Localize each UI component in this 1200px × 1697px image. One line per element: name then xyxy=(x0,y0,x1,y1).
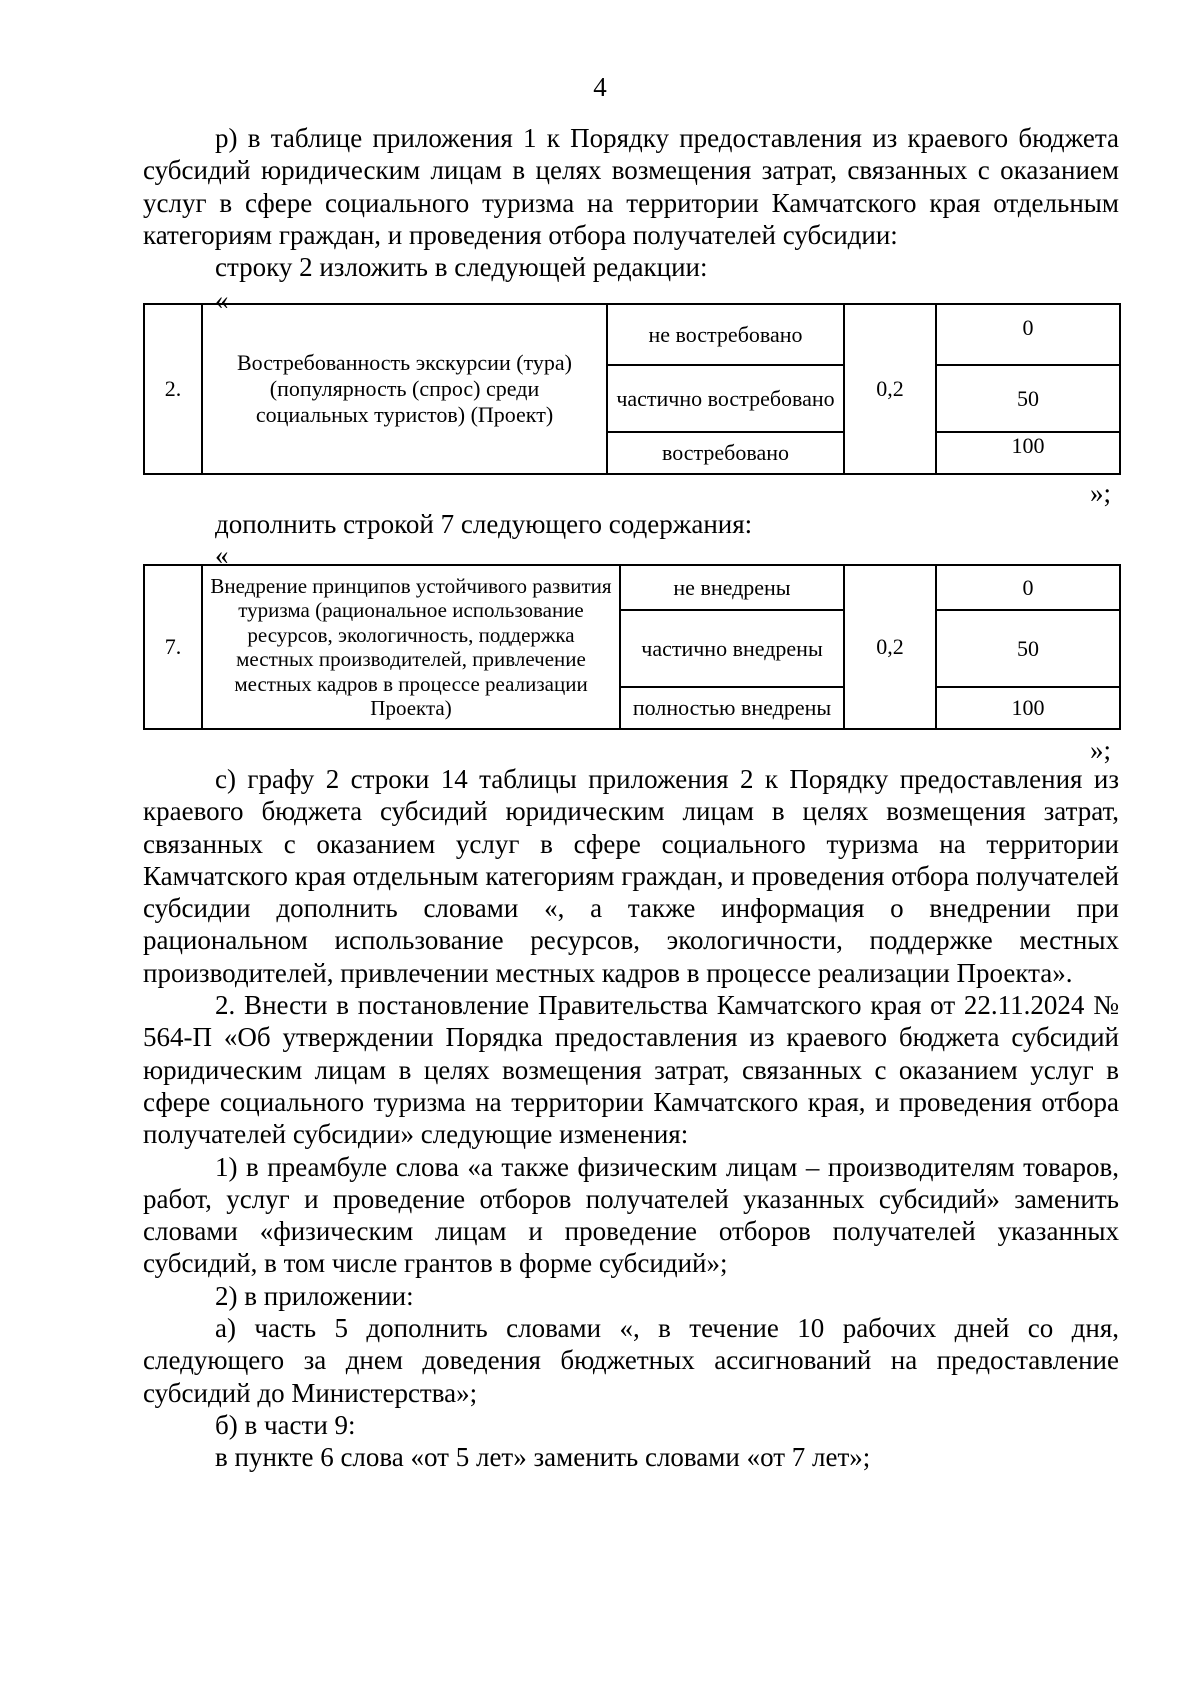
score-cell: 50 xyxy=(936,610,1120,687)
level-cell: полностью внедрены xyxy=(620,687,844,729)
score-cell: 0 xyxy=(936,565,1120,610)
level-cell: частично востребовано xyxy=(607,365,844,432)
amendment-block-r xyxy=(143,122,1119,283)
paragraph-row2-intro: строку 2 изложить в следующей редакции: xyxy=(215,252,708,283)
paragraph-2-appendix: 2) в приложении: xyxy=(215,1280,414,1311)
paragraph-b: б) в части 9: xyxy=(215,1409,356,1440)
weight-cell: 0,2 xyxy=(844,565,936,729)
paragraph-s: с) графу 2 строки 14 таблицы приложения 2 к Порядку предоставления из краевого бюджета субсидий юридическим лицам в целях возмещения затрат, связанных с оказанием услуг в сфере социального туризма на территории Камчатского края отдельным категориям граждан, и проведения отбора получателей субсидии дополнить словами «, а также информация о внедрении при рациональном использование ресурсов, экологичности, поддержке местных производителей, привлечении местных кадров в процессе реализации Проекта». xyxy=(143,764,1119,988)
paragraph-point-6: в пункте 6 слова «от 5 лет» заменить словами «от 7 лет»; xyxy=(215,1442,871,1473)
row-number: 7. xyxy=(144,565,202,729)
criterion-name: Внедрение принципов устойчивого развития туризма (рациональное использование ресурсов, экологичность, поддержка местных производителей, привлечение местных кадров в процессе реализации Проекта) xyxy=(202,565,620,729)
level-cell: частично внедрены xyxy=(620,610,844,687)
quote-close-1: »; xyxy=(1090,478,1112,508)
paragraph-r: р) в таблице приложения 1 к Порядку предоставления из краевого бюджета субсидий юридическим лицам в целях возмещения затрат, связанных с оказанием услуг в сфере социального туризма на территории Камчатского края отдельным категориям граждан, и проведения отбора получателей субсидии: xyxy=(143,123,1119,250)
paragraph-a: а) часть 5 дополнить словами «, в течение 10 рабочих дней со дня, следующего за днем доведения бюджетных ассигнований на предоставление субсидий до Министерства»; xyxy=(143,1313,1119,1408)
criteria-table-row-7 xyxy=(143,564,1121,730)
level-cell: не востребовано xyxy=(607,304,844,365)
amendment-block-main xyxy=(143,763,1119,1474)
score-cell: 100 xyxy=(936,687,1120,729)
quote-open-2: « xyxy=(215,540,229,570)
level-cell: востребовано xyxy=(607,432,844,474)
criteria-table-row-2 xyxy=(143,303,1121,475)
row7-intro-block xyxy=(143,508,1119,540)
criterion-name: Востребованность экскурсии (тура) (популярность (спрос) среди социальных туристов) (Проект) xyxy=(202,304,607,474)
paragraph-1-preamble: 1) в преамбуле слова «а также физическим лицам – производителям товаров, работ, услуг и проведение отборов получателей указанных субсидий» заменить словами «физическим лицам и проведение отборов получателей указанных субсидий, в том числе грантов в форме субсидий»; xyxy=(143,1151,1119,1279)
score-cell: 50 xyxy=(936,365,1120,432)
page-number: 4 xyxy=(593,72,607,102)
quote-open-1: « xyxy=(215,285,229,315)
score-cell: 0 xyxy=(936,304,1120,365)
paragraph-2: 2. Внести в постановление Правительства Камчатского края от 22.11.2024 № 564-П «Об утверждении Порядка предоставления из краевого бюджета субсидий юридическим лицам в целях возмещения затрат, связанных с оказанием услуг в сфере социального туризма на территории Камчатского края, и проведения отбора получателей субсидии» следующие изменения: xyxy=(143,990,1119,1150)
weight-cell: 0,2 xyxy=(844,304,936,474)
paragraph-row7-intro: дополнить строкой 7 следующего содержания: xyxy=(215,509,753,539)
score-cell: 100 xyxy=(936,432,1120,474)
level-cell: не внедрены xyxy=(620,565,844,610)
row-number: 2. xyxy=(144,304,202,474)
quote-close-2: »; xyxy=(1090,735,1112,765)
